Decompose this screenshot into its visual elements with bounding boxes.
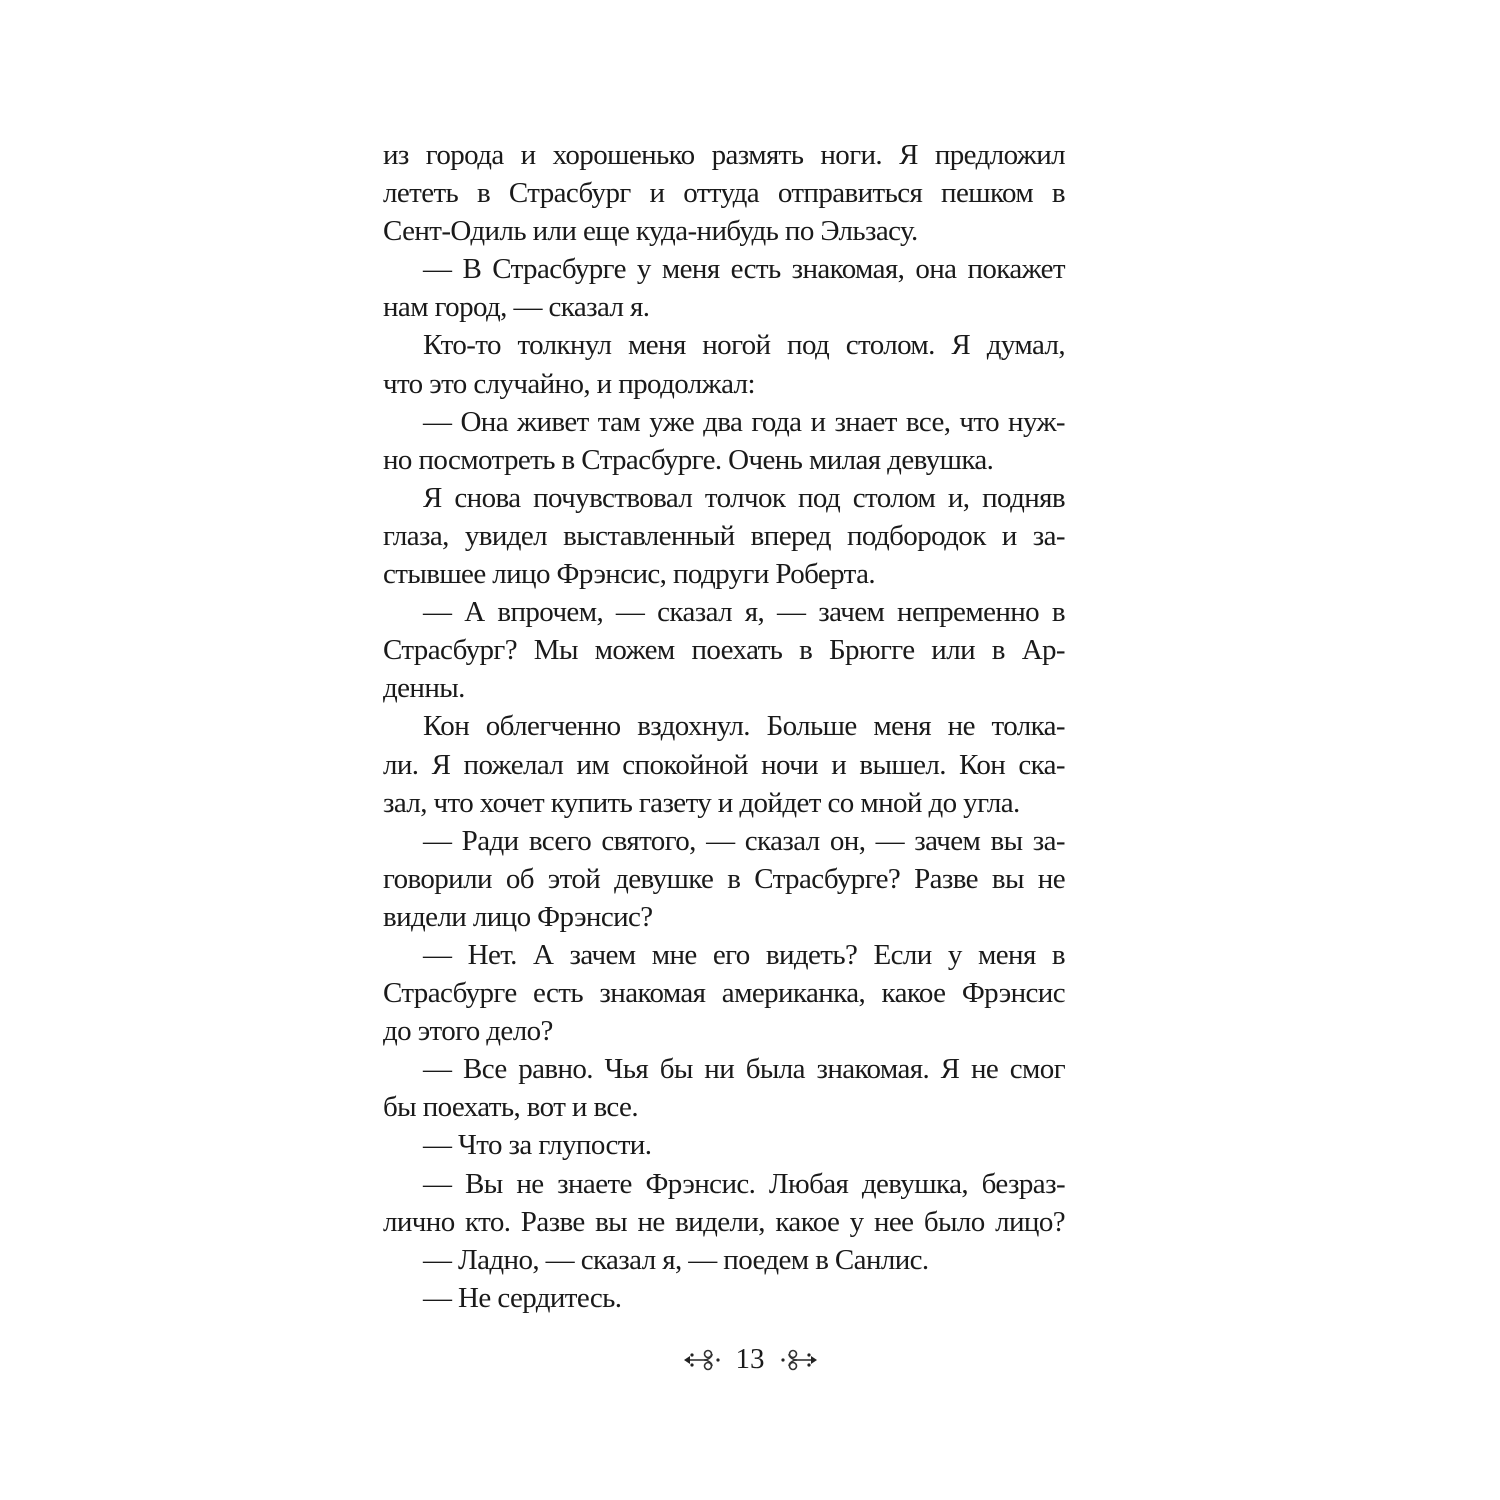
text-line: но посмотреть в Страсбурге. Очень милая девушка. (383, 443, 994, 476)
page-footer (0, 1343, 1500, 1376)
text-line: — Нет. А зачем мне его видеть? Если у меня в (423, 938, 1065, 971)
text-line: Страсбург? Мы можем поехать в Брюгге или в Ар- (383, 634, 1065, 667)
text-line: говорили об этой девушке в Страсбурге? Разве вы не (383, 862, 1065, 895)
text-line: ли. Я пожелал им спокойной ночи и вышел. Кон ска- (383, 748, 1065, 781)
text-line: — В Страсбурге у меня есть знакомая, она покажет (423, 253, 1065, 286)
text-line: видели лицо Фрэнсис? (383, 900, 653, 933)
text-line: Сент-Одиль или еще куда-нибудь по Эльзасу. (383, 215, 918, 248)
text-line: — Ради всего святого, — сказал он, — зачем вы за- (423, 824, 1065, 857)
text-line: Я снова почувствовал толчок под столом и, подняв (423, 481, 1065, 514)
text-line: денны. (383, 672, 465, 705)
page-number: 13 (735, 1343, 765, 1375)
text-line: бы поехать, вот и все. (383, 1091, 638, 1124)
text-line: лично кто. Разве вы не видели, какое у нее было лицо? (383, 1205, 1065, 1238)
text-line: зал, что хочет купить газету и дойдет со мной до угла. (383, 786, 1020, 819)
text-line: стывшее лицо Фрэнсис, подруги Роберта. (383, 558, 876, 591)
text-line: — А впрочем, — сказал я, — зачем непременно в (423, 596, 1065, 629)
text-line: лететь в Страсбург и оттуда отправиться пешком в (383, 177, 1065, 210)
text-line: глаза, увидел выставленный вперед подбородок и за- (383, 519, 1065, 552)
text-line: — Ладно, — сказал я, — поедем в Санлис. (423, 1243, 929, 1276)
text-line: — Все равно. Чья бы ни была знакомая. Я не смог (423, 1053, 1065, 1086)
text-line: что это случайно, и продолжал: (383, 367, 755, 400)
text-line: — Что за глупости. (423, 1129, 652, 1162)
fleuron-right-icon (779, 1347, 819, 1373)
text-line: нам город, — сказал я. (383, 291, 650, 324)
text-line: — Вы не знаете Фрэнсис. Любая девушка, безраз- (423, 1167, 1065, 1200)
text-line: до этого дело? (383, 1015, 553, 1048)
text-line: — Не сердитесь. (423, 1281, 622, 1314)
text-line: Кто-то толкнул меня ногой под столом. Я думал, (423, 329, 1065, 362)
text-line: из города и хорошенько размять ноги. Я предложил (383, 139, 1065, 171)
fleuron-left-icon (682, 1347, 722, 1373)
text-line: — Она живет там уже два года и знает все, что нуж- (423, 405, 1065, 438)
text-line: Кон облегченно вздохнул. Больше меня не толка- (423, 710, 1065, 743)
text-line: Страсбурге есть знакомая американка, какое Фрэнсис (383, 977, 1065, 1010)
page-body-text (383, 136, 1065, 1317)
